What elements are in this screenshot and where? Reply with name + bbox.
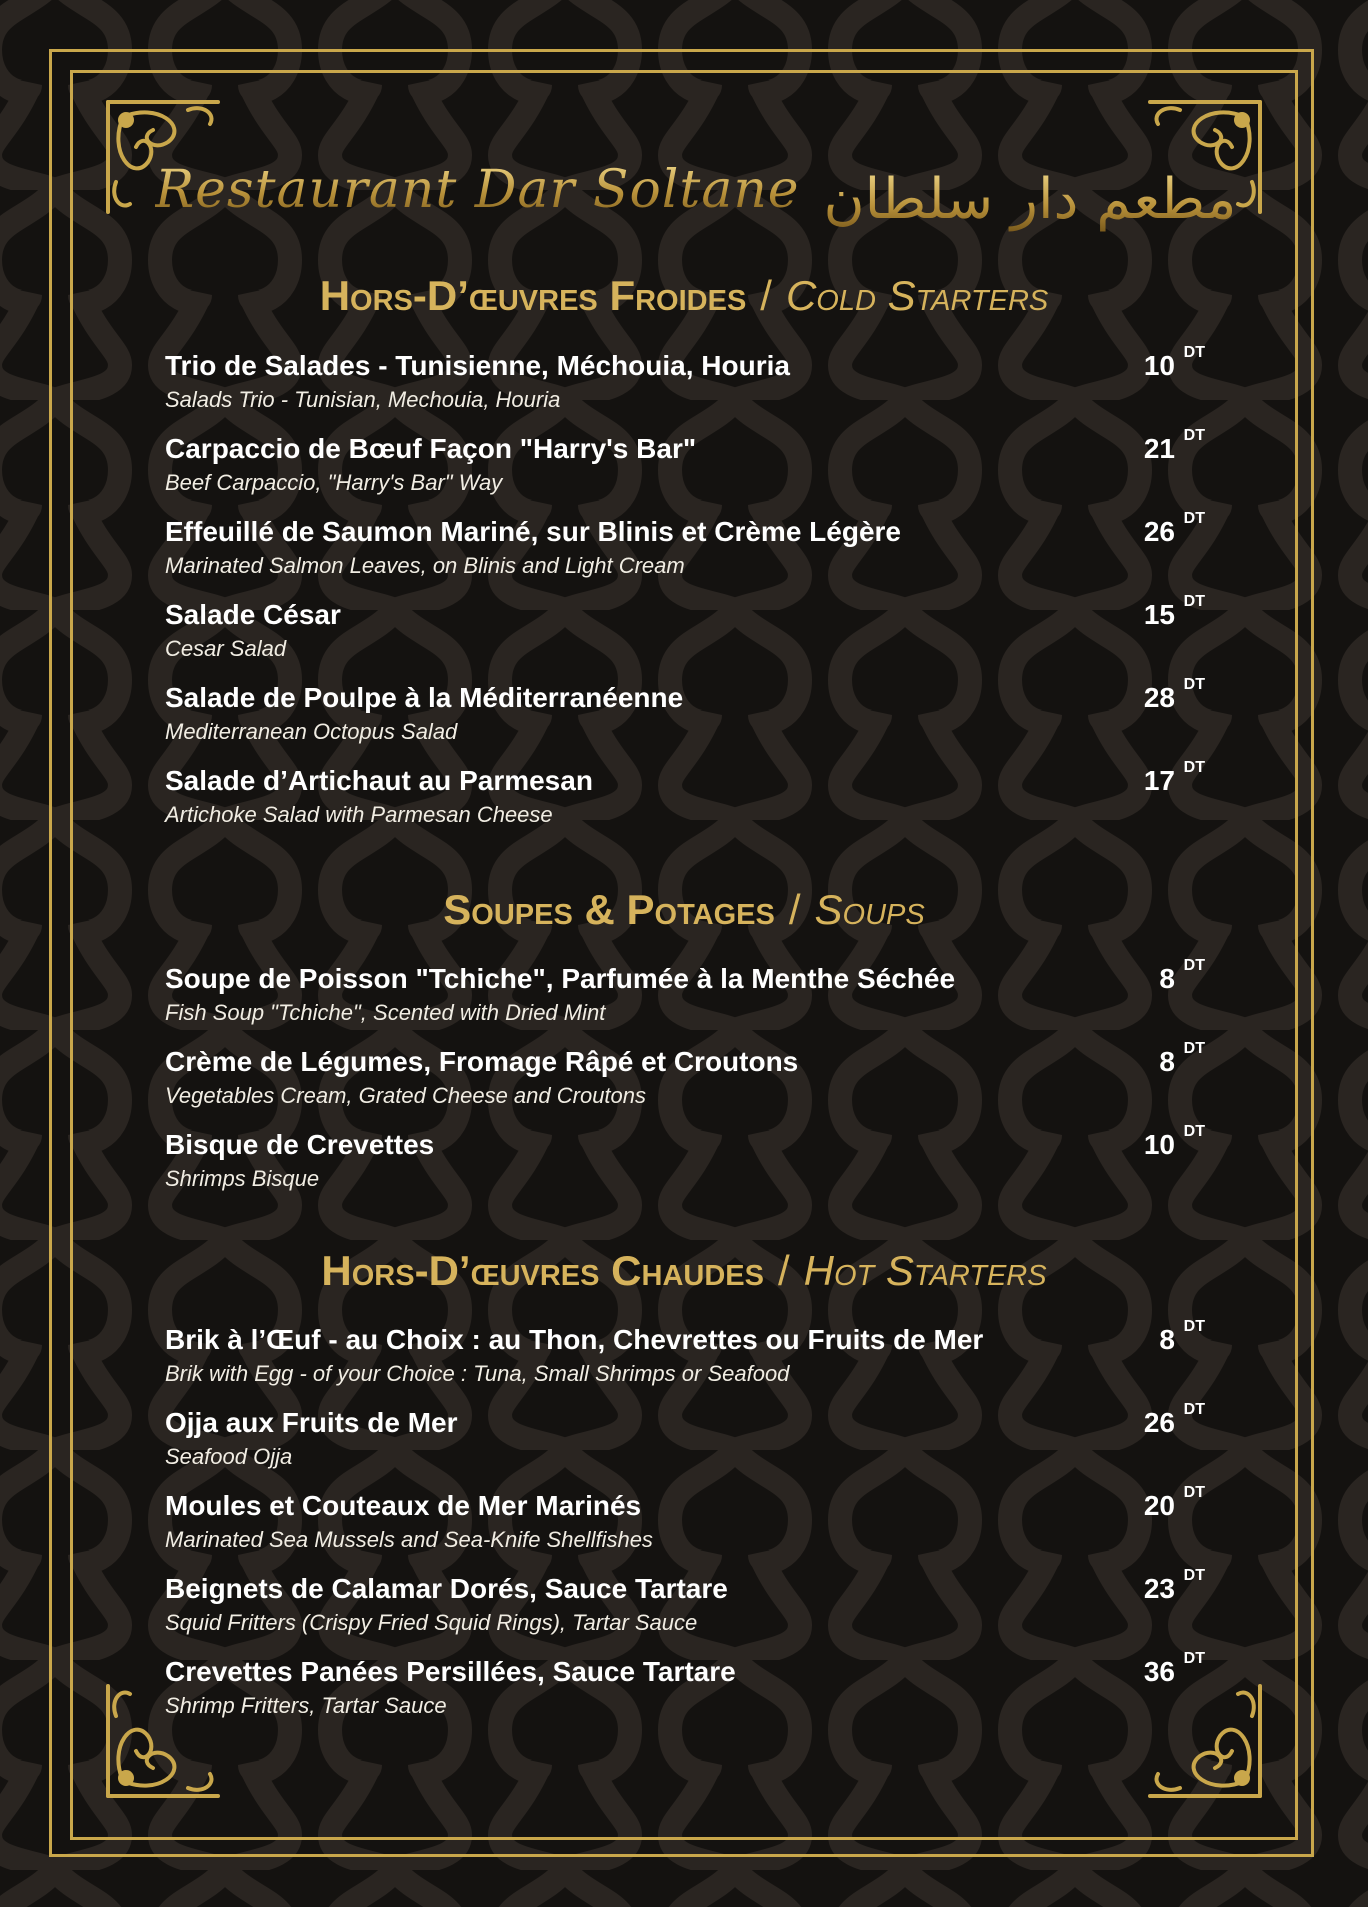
item-name: Crème de Légumes, Fromage Râpé et Croutons (165, 1046, 799, 1077)
item-currency: DT (1183, 1040, 1205, 1057)
arabic-name-text: مطعم دار سلطان (823, 167, 1237, 232)
item-english: Squid Fritters (Crispy Fried Squid Rings), Tartar Sauce (165, 1610, 698, 1635)
section-title-fr: Soupes & Potages (443, 886, 775, 933)
item-price: 21 (1143, 433, 1175, 464)
item-name: Beignets de Calamar Dorés, Sauce Tartare (165, 1573, 728, 1604)
item-english: Brik with Egg - of your Choice : Tuna, Small Shrimps or Seafood (165, 1361, 790, 1386)
item-currency: DT (1183, 1650, 1205, 1667)
item-english: Mediterranean Octopus Salad (165, 719, 458, 744)
item-price: 17 (1143, 765, 1175, 796)
item-english: Shrimps Bisque (165, 1166, 320, 1191)
section-title-soups (0, 886, 1368, 934)
item-price: 36 (1143, 1656, 1175, 1687)
item-english: Vegetables Cream, Grated Cheese and Croutons (165, 1083, 647, 1108)
section-title-fr: Hors-D’œuvres Chaudes (321, 1247, 764, 1294)
restaurant-logo (155, 148, 1237, 248)
item-name: Bisque de Crevettes (165, 1129, 435, 1160)
item-price: 10 (1143, 1129, 1175, 1160)
item-english: Marinated Sea Mussels and Sea-Knife Shellfishes (165, 1527, 653, 1552)
item-english: Shrimp Fritters, Tartar Sauce (165, 1693, 447, 1718)
item-price: 26 (1143, 1407, 1175, 1438)
item-price: 8 (1159, 963, 1175, 994)
menu-item (165, 344, 1205, 420)
item-name: Salade d’Artichaut au Parmesan (165, 765, 593, 796)
item-name: Salade de Poulpe à la Méditerranéenne (165, 682, 684, 713)
item-currency: DT (1183, 510, 1205, 527)
item-name: Carpaccio de Bœuf Façon "Harry's Bar" (165, 433, 697, 464)
menu-item (165, 759, 1205, 835)
section-title-en: Hot Starters (803, 1247, 1047, 1294)
item-currency: DT (1183, 1567, 1205, 1584)
item-price: 8 (1159, 1046, 1175, 1077)
section-title-separator: / (777, 1247, 790, 1294)
item-currency: DT (1183, 1318, 1205, 1335)
section-title-separator: / (760, 272, 772, 319)
item-currency: DT (1183, 676, 1205, 693)
section-title-en: Cold Starters (785, 272, 1049, 319)
item-name: Salade César (165, 599, 341, 630)
menu-item (165, 957, 1205, 1033)
item-name: Moules et Couteaux de Mer Marinés (165, 1490, 642, 1521)
item-price: 28 (1143, 682, 1175, 713)
item-currency: DT (1183, 427, 1205, 444)
section-title-hot-starters (0, 1247, 1368, 1295)
menu-item (165, 1567, 1205, 1643)
restaurant-name-latin: Restaurant Dar Soltane (155, 160, 800, 220)
restaurant-name-arabic-logo (823, 158, 1237, 258)
menu-item (165, 427, 1205, 503)
item-currency: DT (1183, 759, 1205, 776)
menu-item (165, 1650, 1205, 1726)
item-price: 15 (1143, 599, 1175, 630)
menu-item (165, 1318, 1205, 1394)
menu-item (165, 1401, 1205, 1477)
item-currency: DT (1183, 344, 1205, 361)
menu-item (165, 1123, 1205, 1199)
item-name: Ojja aux Fruits de Mer (165, 1407, 458, 1438)
item-english: Marinated Salmon Leaves, on Blinis and Light Cream (165, 553, 685, 578)
item-name: Crevettes Panées Persillées, Sauce Tartare (165, 1656, 736, 1687)
item-price: 20 (1143, 1490, 1175, 1521)
item-name: Trio de Salades - Tunisienne, Méchouia, Houria (165, 350, 790, 381)
item-name: Effeuillé de Saumon Mariné, sur Blinis et Crème Légère (165, 516, 901, 547)
menu-item (165, 593, 1205, 669)
item-english: Cesar Salad (165, 636, 287, 661)
item-price: 10 (1143, 350, 1175, 381)
item-name: Soupe de Poisson "Tchiche", Parfumée à la Menthe Séchée (165, 963, 956, 994)
section-title-en: Soups (814, 886, 925, 933)
item-currency: DT (1183, 957, 1205, 974)
item-english: Salads Trio - Tunisian, Mechouia, Houria (165, 387, 561, 412)
section-title-cold-starters (0, 272, 1368, 320)
menu-item (165, 1484, 1205, 1560)
item-currency: DT (1183, 593, 1205, 610)
item-english: Beef Carpaccio, "Harry's Bar" Way (165, 470, 503, 495)
menu-item (165, 676, 1205, 752)
menu-item (165, 1040, 1205, 1116)
item-currency: DT (1183, 1401, 1205, 1418)
item-english: Artichoke Salad with Parmesan Cheese (165, 802, 553, 827)
item-english: Fish Soup "Tchiche", Scented with Dried Mint (165, 1000, 606, 1025)
section-title-separator: / (788, 886, 801, 933)
section-title-fr: Hors-D’œuvres Froides (319, 272, 747, 319)
menu-item (165, 510, 1205, 586)
item-english: Seafood Ojja (165, 1444, 293, 1469)
item-name: Brik à l’Œuf - au Choix : au Thon, Chevrettes ou Fruits de Mer (165, 1324, 984, 1355)
item-price: 8 (1159, 1324, 1175, 1355)
item-price: 23 (1143, 1573, 1175, 1604)
item-currency: DT (1183, 1123, 1205, 1140)
item-currency: DT (1183, 1484, 1205, 1501)
item-price: 26 (1143, 516, 1175, 547)
